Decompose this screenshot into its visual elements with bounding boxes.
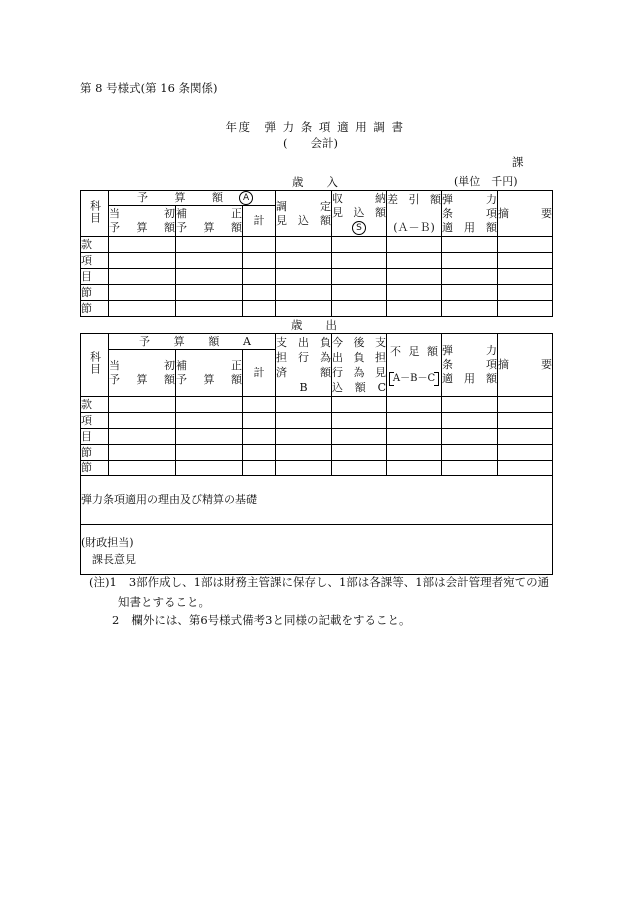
data-cell [387, 253, 442, 269]
data-cell [109, 429, 176, 445]
data-cell [109, 269, 176, 285]
data-cell [498, 269, 553, 285]
reason-box [81, 476, 553, 525]
data-cell [276, 413, 332, 429]
data-cell [442, 285, 498, 301]
data-cell [176, 413, 243, 429]
budget-label: 予 算 額 [137, 191, 224, 204]
data-cell [498, 301, 553, 317]
data-cell [243, 461, 276, 476]
row-label: 節 [81, 461, 109, 476]
table-row [81, 301, 553, 317]
data-cell [176, 445, 243, 461]
total-header: 計 [243, 350, 276, 397]
committed-line: 支 出 負 [276, 336, 331, 349]
row-label: 節 [81, 285, 109, 301]
note-number: 2 [112, 613, 120, 627]
committed-line: 済 額 [276, 366, 331, 379]
revenue-table [80, 190, 553, 317]
applied-line: 適 用 額 [442, 220, 498, 234]
data-cell [276, 429, 332, 445]
applied-line: 条 項 [442, 358, 497, 371]
row-label: 款 [81, 237, 109, 253]
data-cell [332, 461, 387, 476]
committed-mark: B [299, 381, 308, 394]
planned-line: 出 負 担 [332, 351, 386, 364]
shortfall-label: 不 足 額 [390, 344, 438, 358]
row-label: 節 [81, 301, 109, 317]
data-cell [176, 285, 243, 301]
applied-line: 適 用 額 [442, 372, 497, 385]
supplementary-line: 補 正 [176, 207, 242, 220]
data-cell [176, 269, 243, 285]
data-cell [243, 237, 276, 253]
supplementary-budget-header [176, 206, 243, 237]
planned-line: 今 後 支 [332, 336, 386, 349]
note-text: 欄外には、第6号様式備考3と同様の記載をすること。 [131, 613, 411, 627]
expenditure-heading: 歳 出 [291, 318, 337, 332]
row-label: 項 [81, 413, 109, 429]
data-cell [109, 413, 176, 429]
row-label: 項 [81, 253, 109, 269]
supplementary-line: 予 算 額 [176, 221, 242, 234]
applied-line: 弾 力 [442, 344, 497, 357]
data-cell [109, 285, 176, 301]
data-cell [442, 461, 498, 476]
shortfall-formula: A－B－C [389, 372, 439, 386]
data-cell [243, 413, 276, 429]
difference-formula: (Ａ－Ｂ) [393, 220, 435, 234]
data-cell [276, 461, 332, 476]
row-label: 節 [81, 445, 109, 461]
data-cell [176, 237, 243, 253]
data-cell [176, 301, 243, 317]
data-cell [387, 269, 442, 285]
data-cell [276, 269, 332, 285]
data-cell [243, 397, 276, 413]
data-cell [243, 285, 276, 301]
data-cell [442, 397, 498, 413]
remarks-header [498, 191, 553, 237]
data-cell [442, 413, 498, 429]
total-header: 計 [243, 206, 276, 237]
initial-line: 予 算 額 [109, 221, 175, 234]
data-cell [176, 429, 243, 445]
data-cell [498, 237, 553, 253]
difference-line: 差 引 額 [387, 192, 442, 206]
data-cell [332, 429, 387, 445]
account-label: ( 会計) [283, 136, 338, 150]
data-cell [109, 253, 176, 269]
table-row [81, 461, 553, 476]
subject-header [81, 334, 109, 397]
data-cell [276, 301, 332, 317]
applied-header [442, 334, 498, 397]
data-cell [498, 429, 553, 445]
data-cell [276, 445, 332, 461]
unit-label: (単位 千円) [454, 175, 518, 188]
data-cell [498, 461, 553, 476]
supplementary-line: 補 正 [176, 359, 242, 372]
initial-budget-header [109, 206, 176, 237]
data-cell [442, 301, 498, 317]
data-cell [176, 253, 243, 269]
data-cell [332, 269, 387, 285]
committed-line: 担 行 為 [276, 351, 331, 364]
data-cell [387, 461, 442, 476]
difference-header [387, 191, 442, 237]
table-row [81, 445, 553, 461]
supplementary-budget-header [176, 350, 243, 397]
assessed-line: 調 定 [276, 199, 332, 213]
remarks-label: 摘 要 [498, 358, 552, 371]
data-cell [243, 429, 276, 445]
reason-label: 弾力条項適用の理由及び精算の基礎 [81, 493, 257, 506]
subject-header [81, 191, 109, 237]
initial-budget-header [109, 350, 176, 397]
data-cell [387, 445, 442, 461]
expenditure-table [80, 333, 553, 575]
data-cell [176, 397, 243, 413]
data-cell [176, 461, 243, 476]
shortfall-header [387, 334, 442, 397]
data-cell [332, 301, 387, 317]
data-cell [332, 445, 387, 461]
data-cell [442, 253, 498, 269]
initial-line: 予 算 額 [109, 373, 175, 386]
budget-label: 予 算 額 A [139, 334, 251, 348]
department-label: 課 [512, 155, 524, 169]
initial-line: 当 初 [109, 207, 175, 220]
remarks-label: 摘 要 [498, 206, 553, 220]
document-title: 年度 弾 力 条 項 適 用 調 書 [225, 120, 405, 134]
note-item-1 [89, 575, 549, 589]
data-cell [109, 301, 176, 317]
assessed-line: 見 込 額 [276, 213, 332, 227]
data-cell [332, 413, 387, 429]
data-cell [387, 237, 442, 253]
note-prefix: (注) [89, 575, 110, 589]
opinion-box [81, 525, 553, 575]
form-number: 第 8 号様式(第 16 条関係) [80, 81, 218, 95]
budget-header [109, 334, 276, 350]
table-row [81, 285, 553, 301]
data-cell [332, 237, 387, 253]
note-text: 3部作成し、1部は財務主管課に保存し、1部は各課等、1部は会計管理者宛ての通 [128, 575, 550, 589]
planned-header [332, 334, 387, 397]
subject-label: 科目 [88, 199, 102, 224]
supplementary-line: 予 算 額 [176, 373, 242, 386]
table-row [81, 269, 553, 285]
data-cell [109, 397, 176, 413]
data-cell [276, 285, 332, 301]
opinion-label: 課長意見 [92, 553, 136, 566]
initial-line: 当 初 [109, 359, 175, 372]
data-cell [387, 397, 442, 413]
committed-header [276, 334, 332, 397]
data-cell [332, 253, 387, 269]
data-cell [243, 445, 276, 461]
data-cell [243, 269, 276, 285]
data-cell [109, 461, 176, 476]
data-cell [387, 429, 442, 445]
table-row [81, 429, 553, 445]
data-cell [498, 253, 553, 269]
data-cell [109, 237, 176, 253]
data-cell [442, 269, 498, 285]
collected-mark: S [352, 221, 366, 235]
data-cell [109, 445, 176, 461]
table-row [81, 413, 553, 429]
data-cell [276, 397, 332, 413]
planned-line: 行 為 見 [332, 366, 386, 379]
budget-header [109, 191, 276, 206]
data-cell [387, 301, 442, 317]
data-cell [276, 253, 332, 269]
table-row [81, 397, 553, 413]
table-row [81, 237, 553, 253]
data-cell [442, 429, 498, 445]
applied-line: 弾 力 [442, 192, 498, 206]
data-cell [498, 285, 553, 301]
data-cell [498, 445, 553, 461]
data-cell [442, 445, 498, 461]
data-cell [387, 285, 442, 301]
table-row [81, 253, 553, 269]
row-label: 目 [81, 269, 109, 285]
finance-label: (財政担当) [81, 536, 134, 549]
collected-line: 収 納 [332, 192, 387, 205]
assessed-header [276, 191, 332, 237]
data-cell [243, 301, 276, 317]
applied-line: 条 項 [442, 206, 498, 220]
remarks-header [498, 334, 553, 397]
data-cell [243, 253, 276, 269]
applied-header [442, 191, 498, 237]
row-label: 款 [81, 397, 109, 413]
collected-header [332, 191, 387, 237]
row-label: 目 [81, 429, 109, 445]
collected-line: 見 込 額 [332, 206, 387, 219]
data-cell [332, 285, 387, 301]
planned-line: 込 額 C [332, 381, 386, 394]
data-cell [442, 237, 498, 253]
subject-label: 科目 [88, 351, 102, 375]
note-text-continued: 知書とすること。 [118, 595, 210, 609]
data-cell [387, 413, 442, 429]
budget-mark: A [239, 191, 253, 205]
note-item-2 [112, 613, 410, 627]
data-cell [276, 237, 332, 253]
data-cell [332, 397, 387, 413]
revenue-heading: 歳 入 [292, 175, 338, 189]
note-number: 1 [109, 575, 117, 589]
data-cell [498, 397, 553, 413]
data-cell [498, 413, 553, 429]
